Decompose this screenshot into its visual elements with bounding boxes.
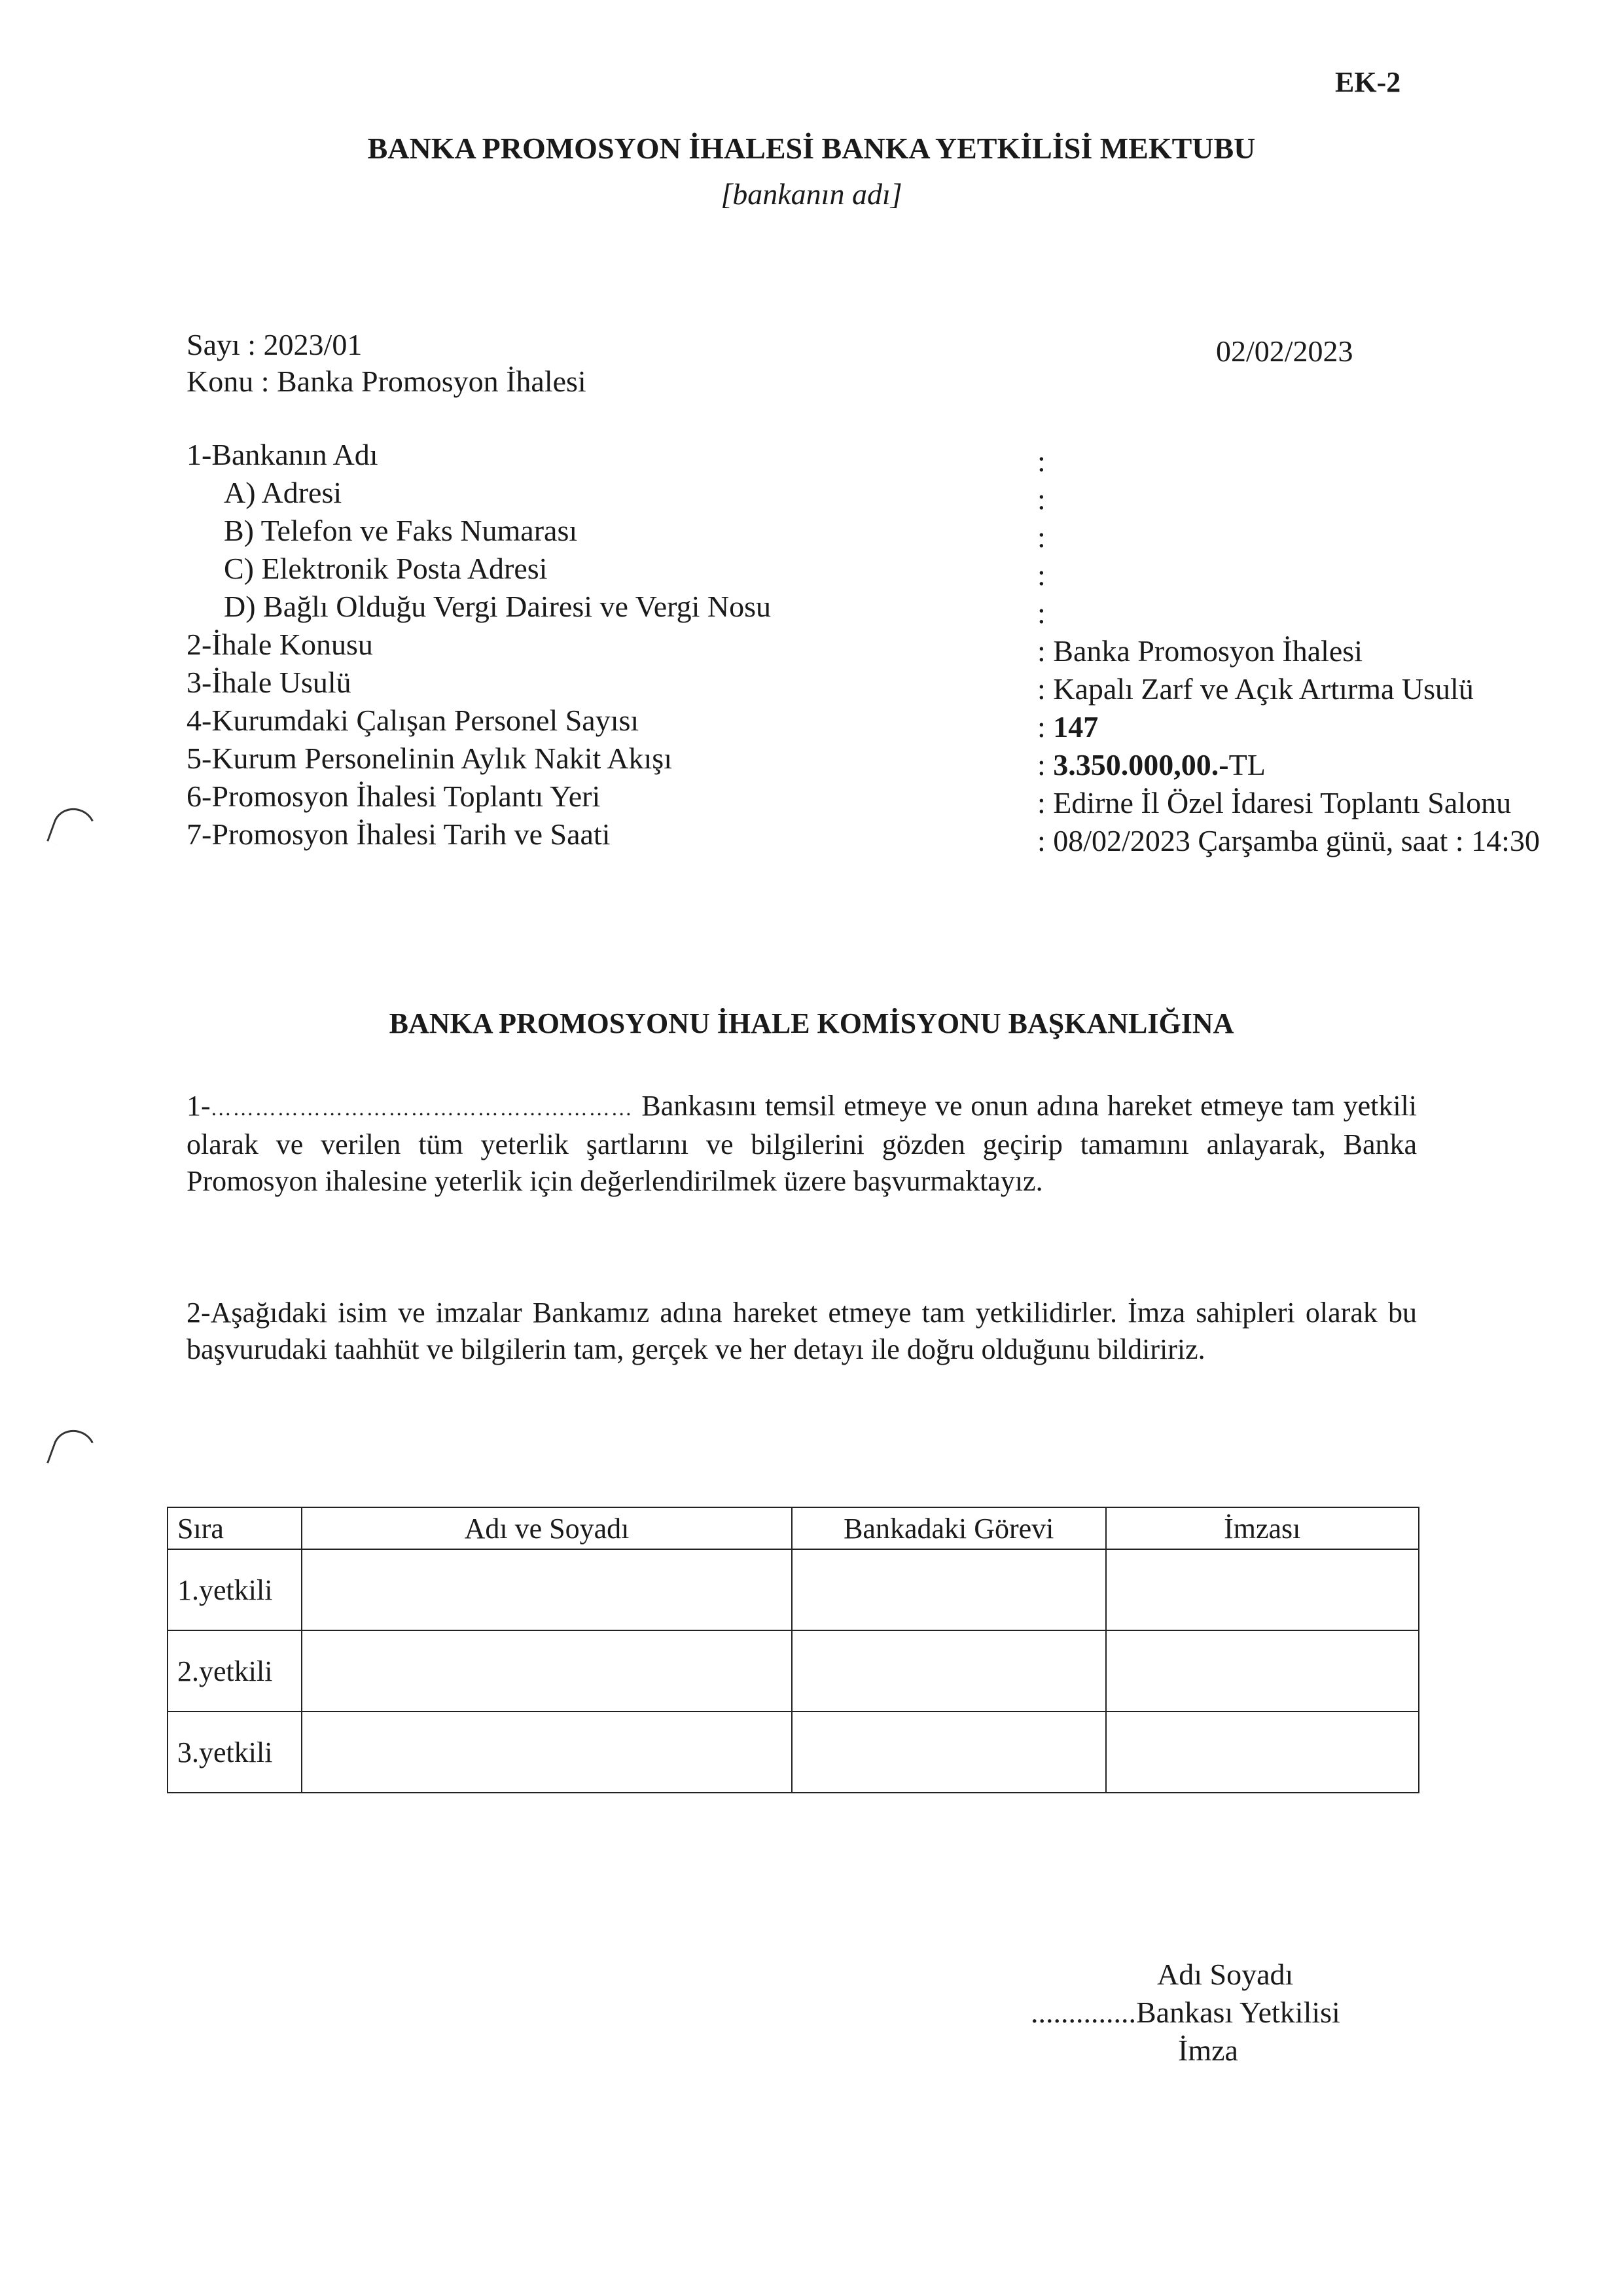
column-header: Adı ve Soyadı (302, 1507, 792, 1549)
field-label: B) Telefon ve Faks Numarası (224, 514, 578, 547)
paragraph-1: 1-………………………………………………… Bankasını temsil etmeye ve onun adına hareket etmeye tam yetkili olarak ve verilen tüm yeterlik şartlarını ve bilgilerini gözden geçirip tamamını anlayarak, Banka Promosyon ihalesine yeterlik için değerlendirilmek üzere başvurmaktayız. (187, 1090, 1417, 1197)
field-value: : Edirne İl Özel İdaresi Toplantı Salonu (1037, 786, 1512, 819)
field-value: : 147 (1037, 710, 1099, 744)
table-row (168, 1712, 1419, 1793)
field-value: : Kapalı Zarf ve Açık Artırma Usulü (1037, 672, 1474, 706)
table-row (168, 1549, 1419, 1630)
column-header: Bankadaki Görevi (792, 1507, 1106, 1549)
row-label: 1.yetkili (168, 1549, 302, 1630)
reference-number: Sayı : 2023/01 (187, 328, 363, 361)
signature-cell[interactable] (1106, 1549, 1419, 1630)
row-label: 3.yetkili (168, 1712, 302, 1793)
field-value: : 3.350.000,00.-TL (1037, 748, 1266, 781)
signature-cell[interactable] (1106, 1630, 1419, 1712)
field-label: A) Adresi (224, 476, 342, 509)
field-label: D) Bağlı Olduğu Vergi Dairesi ve Vergi Nosu (224, 590, 772, 623)
field-value: : (1037, 558, 1046, 592)
field-value: : Banka Promosyon İhalesi (1037, 634, 1363, 668)
position-cell[interactable] (792, 1549, 1106, 1630)
name-cell[interactable] (302, 1630, 792, 1712)
field-label: 2-İhale Konusu (187, 628, 373, 661)
document-subtitle: [bankanın adı] (721, 177, 902, 211)
field-label: 3-İhale Usulü (187, 666, 351, 699)
field-label: 6-Promosyon İhalesi Toplantı Yeri (187, 780, 601, 813)
field-value: : (1037, 444, 1046, 478)
punch-hole-mark (46, 802, 101, 856)
column-header: İmzası (1106, 1507, 1419, 1549)
name-cell[interactable] (302, 1549, 792, 1630)
field-value: : 08/02/2023 Çarşamba günü, saat : 14:30 (1037, 824, 1540, 857)
field-label: 1-Bankanın Adı (187, 438, 378, 471)
field-label: 4-Kurumdaki Çalışan Personel Sayısı (187, 704, 639, 737)
signature-name: Adı Soyadı (1157, 1958, 1294, 1991)
row-label: 2.yetkili (168, 1630, 302, 1712)
name-cell[interactable] (302, 1712, 792, 1793)
signature-sign: İmza (1178, 2034, 1238, 2067)
position-cell[interactable] (792, 1712, 1106, 1793)
table-row (168, 1630, 1419, 1712)
signatories-table (167, 1507, 1419, 1793)
field-value: : (1037, 596, 1046, 630)
field-value: : (1037, 482, 1046, 516)
document-date: 02/02/2023 (1216, 334, 1353, 368)
signature-bank: ..............Bankası Yetkilisi (1031, 1996, 1340, 2029)
field-label: 7-Promosyon İhalesi Tarih ve Saati (187, 817, 611, 851)
column-header: Sıra (168, 1507, 302, 1549)
table-header-row (168, 1507, 1419, 1549)
field-value: : (1037, 520, 1046, 554)
signature-cell[interactable] (1106, 1712, 1419, 1793)
position-cell[interactable] (792, 1630, 1106, 1712)
annex-label: EK-2 (1335, 66, 1401, 98)
punch-hole-mark (46, 1424, 101, 1478)
addressee-heading: BANKA PROMOSYONU İHALE KOMİSYONU BAŞKANLIĞINA (389, 1007, 1234, 1039)
paragraph-2: 2-Aşağıdaki isim ve imzalar Bankamız adına hareket etmeye tam yetkilidirler. İmza sahipleri olarak bu başvurudaki taahhüt ve bilgilerin tam, gerçek ve her detayı ile doğru olduğunu bildiririz. (187, 1297, 1417, 1365)
field-label: C) Elektronik Posta Adresi (224, 552, 548, 585)
subject-line: Konu : Banka Promosyon İhalesi (187, 365, 586, 398)
field-label: 5-Kurum Personelinin Aylık Nakit Akışı (187, 742, 672, 775)
document-title: BANKA PROMOSYON İHALESİ BANKA YETKİLİSİ MEKTUBU (367, 132, 1256, 165)
